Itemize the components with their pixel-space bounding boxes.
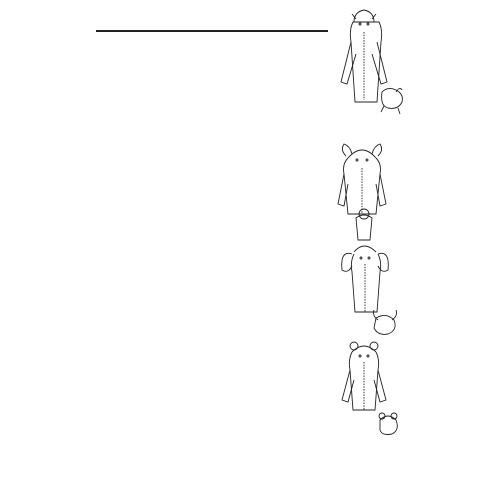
view-d-illustration — [336, 336, 420, 456]
header-rule — [96, 30, 328, 32]
view-a-illustration — [336, 2, 420, 142]
pattern-header — [96, 4, 346, 30]
